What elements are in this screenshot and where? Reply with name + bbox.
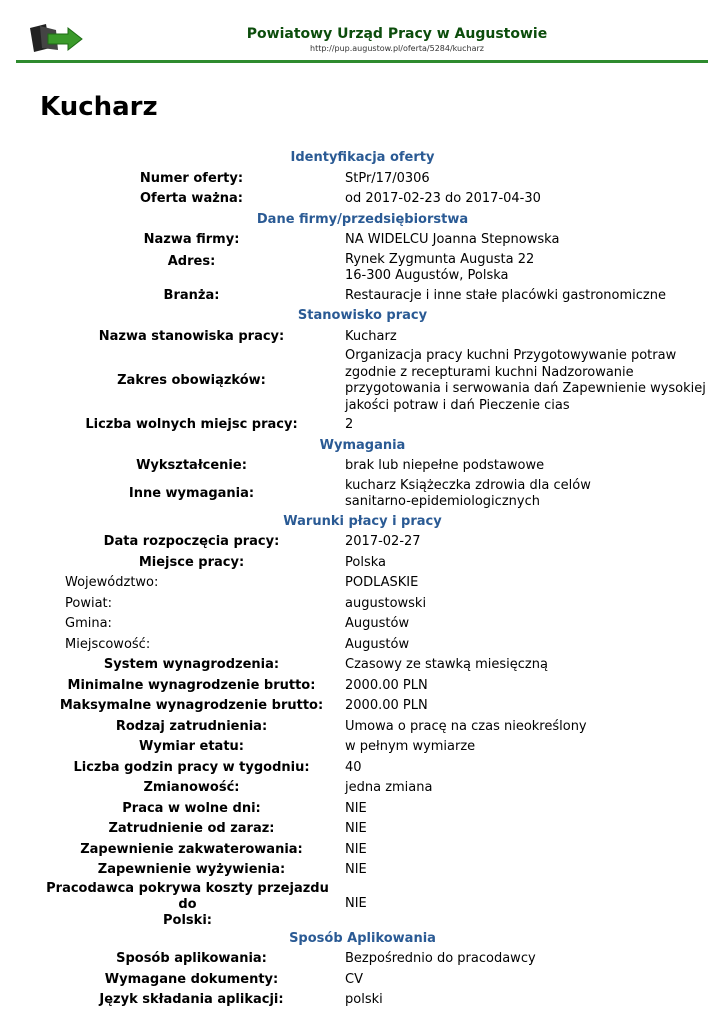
field-label: Wymagane dokumenty:	[104, 971, 279, 987]
field-value: augustowski	[345, 595, 427, 611]
row-zakwaterowanie	[0, 840, 725, 861]
duties-line: przygotowania i serwowania dań Zapewnienie wysokiej	[345, 381, 706, 396]
requirements-line: sanitarno-epidemiologicznych	[345, 494, 540, 509]
row-adres	[0, 251, 725, 286]
field-label: Zakres obowiązków:	[117, 373, 266, 388]
field-value: StPr/17/0306	[345, 170, 430, 186]
section-warunki: Warunki płacy i pracy	[283, 513, 442, 529]
page-url[interactable]: http://pup.augustow.pl/oferta/5284/kucharz	[310, 44, 484, 53]
field-value: NIE	[345, 821, 367, 836]
field-label: Maksymalne wynagrodzenie brutto:	[59, 698, 324, 714]
field-label: Adres:	[167, 253, 216, 269]
field-value: polski	[345, 992, 383, 1007]
duties-line: zgodnie z recepturami kuchni Nadzorowanie	[345, 364, 634, 380]
row-jezyk	[0, 990, 725, 1011]
row-max	[0, 696, 725, 717]
field-value: w pełnym wymiarze	[345, 739, 476, 754]
field-label: Zapewnienie wyżywienia:	[97, 862, 286, 878]
row-powiat	[0, 594, 725, 615]
label-line: Pracodawca pokrywa koszty przejazdu do	[46, 880, 329, 912]
row-gmina	[0, 614, 725, 635]
row-wyzywienie	[0, 860, 725, 881]
site-header	[16, 16, 708, 63]
row-przejazd	[0, 881, 725, 929]
row-system	[0, 655, 725, 676]
section-firma: Dane firmy/przedsiębiorstwa	[256, 211, 469, 227]
field-value: od 2017-02-23 do 2017-04-30	[345, 191, 541, 206]
duties-line: Organizacja pracy kuchni Przygotowywanie potraw	[345, 348, 677, 363]
field-label: Gmina:	[65, 616, 112, 632]
address-line: 16-300 Augustów, Polska	[345, 268, 509, 283]
row-firma	[0, 230, 725, 251]
row-inne	[0, 477, 725, 512]
field-label: Miejsce pracy:	[138, 554, 245, 570]
row-wazna	[0, 189, 725, 210]
field-value: Polska	[345, 554, 386, 570]
offer-details	[0, 148, 725, 1011]
row-zmianowosc	[0, 778, 725, 799]
field-value: 2000.00 PLN	[345, 698, 428, 713]
row-odzaraz	[0, 819, 725, 840]
field-value: PODLASKIE	[345, 575, 419, 590]
field-value: 2017-02-27	[345, 534, 421, 549]
field-label: Minimalne wynagrodzenie brutto:	[67, 677, 316, 693]
field-label: Nazwa firmy:	[143, 232, 240, 248]
field-label: Zatrudnienie od zaraz:	[108, 821, 275, 837]
requirements-line: kucharz Książeczka zdrowia dla celów	[345, 477, 591, 493]
field-value: 2	[345, 417, 354, 432]
field-value: NIE	[345, 841, 367, 857]
row-wymiar	[0, 737, 725, 758]
field-value	[345, 347, 706, 415]
field-value: 2000.00 PLN	[345, 677, 428, 693]
field-value: Kucharz	[345, 328, 397, 344]
field-value: brak lub niepełne podstawowe	[345, 458, 545, 473]
row-zakres	[0, 347, 725, 415]
row-numer	[0, 169, 725, 190]
field-value: Czasowy ze stawką miesięczną	[345, 657, 548, 672]
address-line: Rynek Zygmunta Augusta 22	[345, 251, 535, 267]
row-wojewodztwo	[0, 573, 725, 594]
field-label: System wynagrodzenia:	[103, 657, 280, 673]
field-value: NIE	[345, 862, 367, 877]
field-label: Inne wymagania:	[128, 486, 255, 501]
field-value: jedna zmiana	[345, 780, 433, 795]
field-label: Powiat:	[65, 595, 113, 611]
field-value	[345, 477, 690, 512]
row-miejscowosc	[0, 635, 725, 656]
row-dokumenty	[0, 970, 725, 991]
field-label: Oferta ważna:	[139, 191, 244, 207]
field-value: NA WIDELCU Joanna Stepnowska	[345, 232, 560, 247]
section-wymagania: Wymagania	[319, 437, 406, 453]
field-label: Wymiar etatu:	[139, 739, 244, 755]
row-miejsca	[0, 415, 725, 436]
field-value: Bezpośrednio do pracodawcy	[345, 951, 536, 966]
field-label: Nazwa stanowiska pracy:	[98, 328, 285, 344]
page-title: Kucharz	[40, 92, 158, 122]
field-label: Liczba godzin pracy w tygodniu:	[73, 759, 310, 775]
field-label: Rodzaj zatrudnienia:	[115, 718, 268, 734]
field-label: Zmianowość:	[143, 780, 240, 796]
field-value	[345, 251, 690, 286]
field-value: NIE	[345, 896, 367, 912]
row-wolne	[0, 799, 725, 820]
field-value: Augustów	[345, 616, 410, 631]
section-stanowisko: Stanowisko pracy	[297, 308, 428, 323]
field-label: Data rozpoczęcia pracy:	[103, 534, 280, 550]
row-rodzaj	[0, 717, 725, 738]
field-value: Restauracje i inne stałe placówki gastronomiczne	[345, 287, 666, 303]
row-min	[0, 676, 725, 697]
field-label: Zapewnienie zakwaterowania:	[80, 841, 303, 857]
field-value: Umowa o pracę na czas nieokreślony	[345, 718, 587, 734]
field-value: CV	[345, 971, 363, 987]
row-miejsce	[0, 553, 725, 574]
row-branza	[0, 286, 725, 307]
field-label: Wykształcenie:	[136, 458, 247, 474]
row-godziny	[0, 758, 725, 779]
field-label	[0, 881, 345, 929]
site-name: Powiatowy Urząd Pracy w Augustowie	[246, 26, 548, 42]
field-label: Język składania aplikacji:	[99, 992, 284, 1008]
row-stanowisko	[0, 327, 725, 348]
row-wyksztalcenie	[0, 456, 725, 477]
label-line: Polski:	[163, 912, 212, 928]
section-identyfikacja: Identyfikacja oferty	[290, 150, 435, 165]
field-value: 40	[345, 759, 362, 775]
field-value: NIE	[345, 800, 367, 816]
field-label: Numer oferty:	[139, 170, 244, 186]
field-label: Miejscowość:	[65, 636, 151, 652]
section-aplikowanie: Sposób Aplikowania	[289, 930, 436, 946]
duties-line: jakości potraw i dań Pieczenie cias	[345, 397, 570, 413]
row-data	[0, 532, 725, 553]
field-label: Liczba wolnych miejsc pracy:	[85, 417, 298, 433]
field-label: Województwo:	[65, 575, 159, 591]
field-label: Praca w wolne dni:	[122, 800, 261, 816]
field-value: Augustów	[345, 636, 410, 652]
field-label: Branża:	[163, 287, 220, 303]
row-sposob	[0, 949, 725, 970]
field-label: Sposób aplikowania:	[116, 951, 267, 967]
